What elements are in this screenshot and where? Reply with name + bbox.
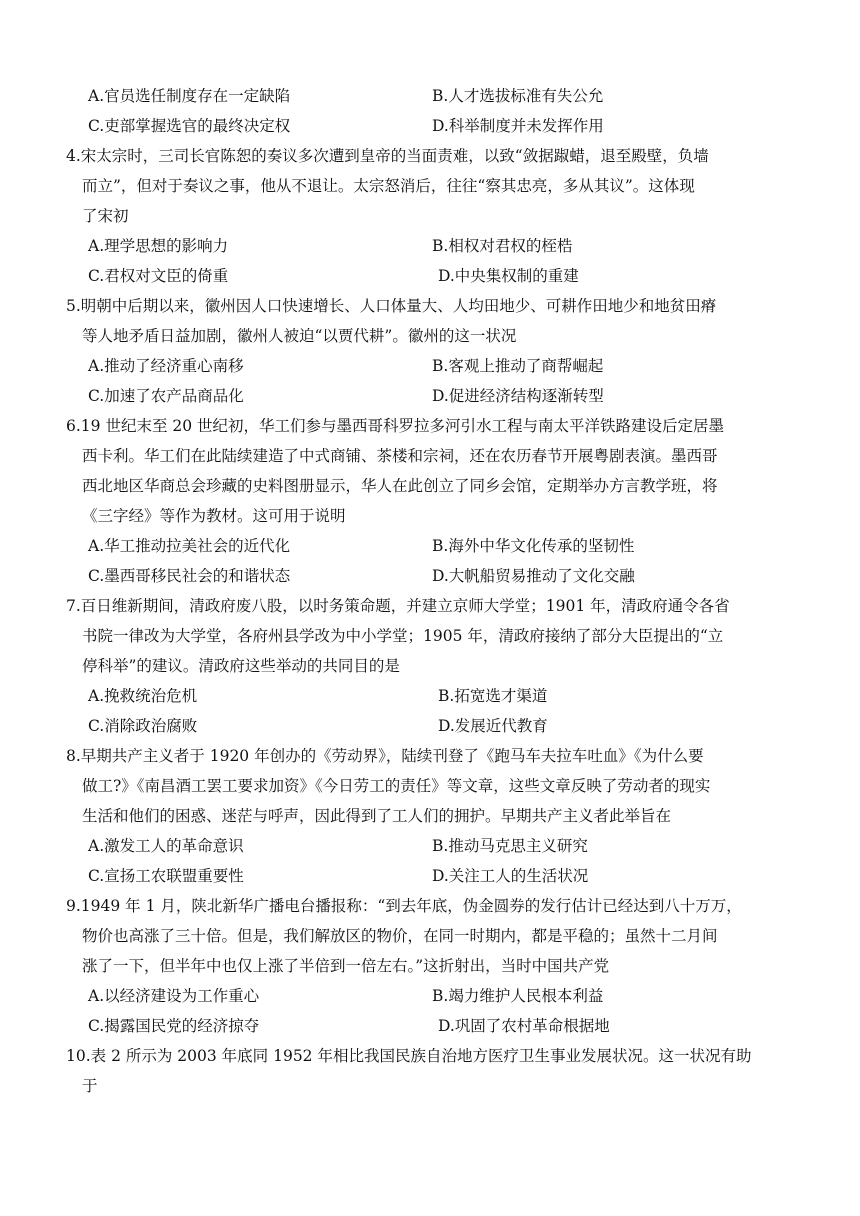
q4-option-a: A.理学思想的影响力	[88, 237, 229, 255]
q9-stem-line: 涨了一下，但半年中也仅上涨了半倍到一倍左右。”这折射出，当时中国共产党	[82, 957, 610, 975]
q7-option-b: B.拓宽选才渠道	[438, 687, 548, 705]
q7-stem-line: 书院一律改为大学堂，各府州县学改为中小学堂；1905 年，清政府接纳了部分大臣提出的“立	[82, 627, 724, 645]
q4-option-b: B.相权对君权的桎梏	[432, 237, 573, 255]
q10-stem-line: 于	[82, 1077, 98, 1095]
q4-stem-line: 了宋初	[82, 207, 129, 225]
q5-option-d: D.促进经济结构逐渐转型	[432, 387, 604, 405]
q6-stem-line: 西北地区华商总会珍藏的史料图册显示，华人在此创立了同乡会馆，定期举办方言教学班，将	[82, 477, 718, 495]
q9-stem-line: 物价也高涨了三十倍。但是，我们解放区的物价，在同一时期内，都是平稳的；虽然十二月间	[82, 927, 718, 945]
q8-stem-line: 生活和他们的困惑、迷茫与呼声，因此得到了工人们的拥护。早期共产主义者此举旨在	[82, 807, 672, 825]
q8-option-c: C.宣扬工农联盟重要性	[88, 867, 244, 885]
q7-stem-line: 停科举”的建议。清政府这些举动的共同目的是	[82, 657, 400, 675]
q6-option-a: A.华工推动拉美社会的近代化	[88, 537, 291, 555]
q8-stem-line: 做工?》《南昌酒工罢工要求加资》《今日劳工的责任》等文章，这些文章反映了劳动者的现实	[82, 777, 711, 795]
q3-option-c: C.吏部掌握选官的最终决定权	[88, 117, 291, 135]
q9-option-c: C.揭露国民党的经济掠夺	[88, 1017, 260, 1035]
q9-option-a: A.以经济建设为工作重心	[88, 987, 260, 1005]
q6-option-d: D.大帆船贸易推动了文化交融	[432, 567, 635, 585]
q6-option-c: C.墨西哥移民社会的和谐状态	[88, 567, 291, 585]
q7-option-d: D.发展近代教育	[438, 717, 548, 735]
q4-stem-line: 4.宋太宗时，三司长官陈恕的奏议多次遭到皇帝的当面责难，以致“敛据踧蜡，退至殿壁，负墙	[66, 147, 709, 165]
q8-option-b: B.推动马克思主义研究	[432, 837, 588, 855]
q4-stem-line: 而立”，但对于奏议之事，他从不退让。太宗怒消后，往往“察其忠亮，多从其议”。这体现	[82, 177, 695, 195]
q7-option-c: C.消除政治腐败	[88, 717, 198, 735]
q9-option-b: B.竭力维护人民根本利益	[432, 987, 604, 1005]
q7-stem-line: 7.百日维新期间，清政府废八股，以时务策命题，并建立京师大学堂；1901 年，清政府通令各省	[66, 597, 730, 615]
q3-option-d: D.科举制度并未发挥作用	[432, 117, 604, 135]
q3-option-a: A.官员选任制度存在一定缺陷	[88, 87, 291, 105]
q7-option-a: A.挽救统治危机	[88, 687, 198, 705]
q6-stem-line: 西卡利。华工们在此陆续建造了中式商铺、茶楼和宗祠，还在农历春节开展粤剧表演。墨西哥	[82, 447, 718, 465]
q9-stem-line: 9.1949 年 1 月，陕北新华广播电台播报称：“到去年底，伪金圆券的发行估计已经达到八十万万，	[66, 897, 742, 915]
q4-option-d: D.中央集权制的重建	[438, 267, 579, 285]
q8-stem-line: 8.早期共产主义者于 1920 年创办的《劳动界》，陆续刊登了《跑马车夫拉车吐血》《为什么要	[66, 747, 704, 765]
q5-option-b: B.客观上推动了商帮崛起	[432, 357, 604, 375]
q5-stem-line: 5.明朝中后期以来，徽州因人口快速增长、人口体量大、人均田地少、可耕作田地少和地贫田瘠	[66, 297, 717, 315]
q4-option-c: C.君权对文臣的倚重	[88, 267, 229, 285]
q6-option-b: B.海外中华文化传承的坚韧性	[432, 537, 635, 555]
q8-option-d: D.关注工人的生活状况	[432, 867, 589, 885]
q10-stem-line: 10.表 2 所示为 2003 年底同 1952 年相比我国民族自治地方医疗卫生事业发展状况。这一状况有助	[66, 1047, 752, 1065]
q8-option-a: A.激发工人的革命意识	[88, 837, 244, 855]
q5-option-a: A.推动了经济重心南移	[88, 357, 244, 375]
q5-option-c: C.加速了农产品商品化	[88, 387, 244, 405]
q6-stem-line: 6.19 世纪末至 20 世纪初，华工们参与墨西哥科罗拉多河引水工程与南太平洋铁路建设后定居墨	[66, 417, 725, 435]
q3-option-b: B.人才选拔标准有失公允	[432, 87, 604, 105]
q9-option-d: D.巩固了农村革命根据地	[438, 1017, 610, 1035]
q5-stem-line: 等人地矛盾日益加剧，徽州人被迫“以贾代耕”。徽州的这一状况	[82, 327, 517, 345]
q6-stem-line: 《三字经》等作为教材。这可用于说明	[82, 507, 346, 525]
